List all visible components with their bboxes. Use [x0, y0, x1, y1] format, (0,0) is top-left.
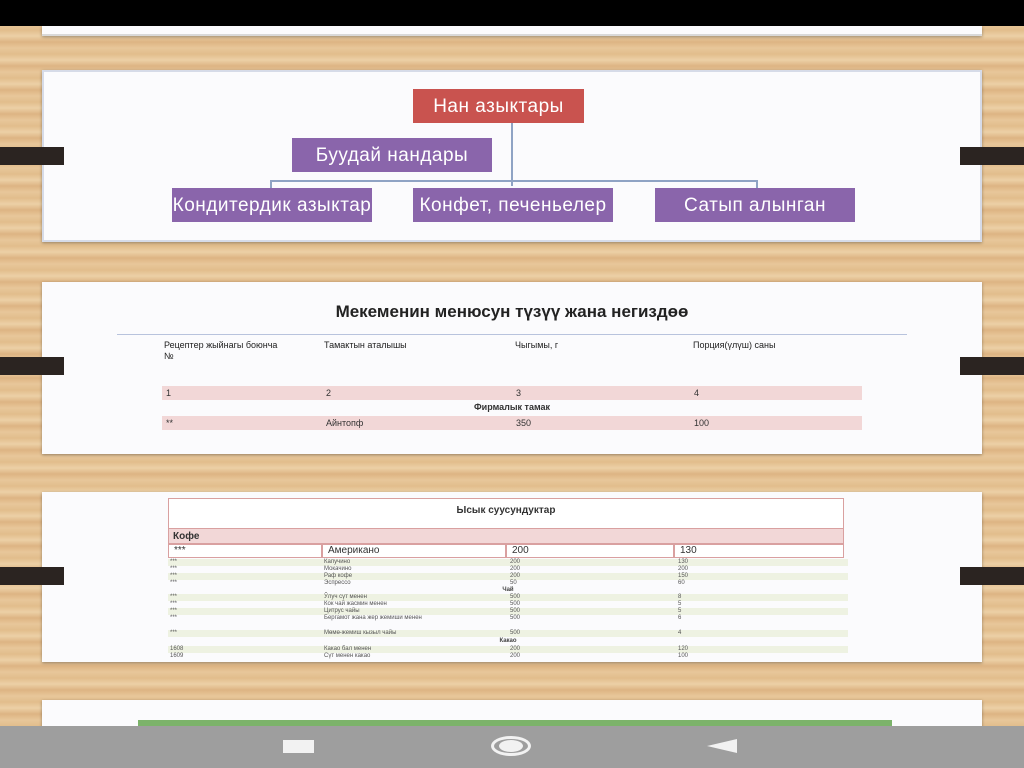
table-row [168, 646, 848, 653]
table-cell: 500 [510, 615, 521, 621]
column-header: Порция(үлүш) саны [693, 340, 776, 350]
table-cell: 1608 [170, 646, 184, 652]
table-row [168, 630, 848, 637]
slide-card-drinks[interactable] [42, 492, 982, 662]
table-cell: Айнтопф [326, 418, 364, 428]
table-row [168, 615, 848, 622]
table-cell: Мокачино [324, 566, 352, 572]
binder-clip [0, 357, 64, 375]
table-cell: 100 [678, 653, 689, 659]
table-row [162, 386, 862, 400]
connector-line [270, 180, 758, 182]
table-cell: *** [168, 544, 322, 558]
table-cell: *** [170, 559, 178, 565]
section-label: Чай [502, 587, 514, 593]
table-cell: *** [170, 594, 178, 600]
section-label: Фирмалык тамак [473, 402, 550, 412]
table-cell: 200 [510, 646, 521, 652]
connector-line [756, 180, 758, 188]
table-cell: Цитрус чайы [324, 608, 360, 614]
navigation-bar [0, 726, 1024, 768]
divider [117, 334, 907, 335]
table-cell: 4 [678, 630, 682, 636]
table-row [168, 653, 848, 660]
table-row [168, 566, 848, 573]
table-cell: 5 [678, 608, 682, 614]
table-row [168, 601, 848, 608]
org-root-box: Нан азыктары [413, 89, 584, 123]
table-cell: ** [166, 418, 174, 428]
column-header: Тамактын аталышы [324, 340, 407, 350]
table-cell: 2 [326, 388, 332, 398]
table-cell: 200 [510, 559, 521, 565]
binder-clip [960, 357, 1024, 375]
table-cell: 500 [510, 608, 521, 614]
org-leaf-box: Сатып алынган [655, 188, 855, 222]
table-cell: 200 [506, 544, 674, 558]
table-cell: 500 [510, 601, 521, 607]
slide-title: Мекеменин менюсун түзүү жана негиздөө [335, 302, 689, 321]
table-row [168, 559, 848, 566]
table-cell: Кок чай жасмин менен [324, 601, 387, 607]
table-cell: 60 [678, 580, 685, 586]
table-cell: Какао бал менен [324, 646, 372, 652]
table-cell: 3 [516, 388, 522, 398]
table-cell: Раф кофе [324, 573, 353, 579]
table-cell: Ўлуч сүт менен [324, 594, 367, 600]
table-row [168, 573, 848, 580]
table-cell: 1609 [170, 653, 184, 659]
table-cell: Капучино [324, 559, 351, 565]
table-cell: 200 [510, 653, 521, 659]
binder-clip [0, 147, 64, 165]
table-row [168, 594, 848, 601]
binder-clip [960, 147, 1024, 165]
slide-card-org-chart[interactable] [42, 70, 982, 242]
table-cell: 130 [674, 544, 844, 558]
table-cell: Американо [322, 544, 506, 558]
table-cell: Бергамот жана жер жемиши менен [324, 615, 422, 621]
table-cell: 150 [678, 573, 689, 579]
table-row [168, 580, 848, 587]
table-row [162, 416, 862, 430]
column-header: Рецептер жыйнагы боюнча № [164, 340, 278, 361]
table-cell: 130 [678, 559, 689, 565]
table-cell: Сүт менен какао [324, 653, 371, 659]
circle-icon[interactable] [499, 740, 523, 752]
table-cell: 8 [678, 594, 682, 600]
square-icon[interactable] [283, 740, 314, 753]
table-cell: 4 [694, 388, 700, 398]
table-cell: *** [170, 580, 178, 586]
table-title: Ысык суусундуктар [456, 505, 556, 516]
binder-clip [960, 567, 1024, 585]
connector-line [270, 180, 272, 188]
table-cell: *** [170, 566, 178, 572]
group-label: Кофе [173, 531, 200, 542]
table-cell: 200 [510, 566, 521, 572]
table-cell: *** [170, 630, 178, 636]
table-cell: *** [170, 615, 178, 621]
triangle-icon[interactable] [707, 739, 737, 753]
slide-card-previous[interactable] [42, 26, 982, 36]
org-leaf-box: Кондитердик азыктар [172, 188, 372, 222]
table-cell: 1 [166, 388, 172, 398]
connector-line [511, 122, 513, 186]
org-branch-box: Буудай нандары [292, 138, 492, 172]
table-cell: 120 [678, 646, 689, 652]
table-cell: *** [170, 573, 178, 579]
section-label: Какао [499, 638, 517, 644]
status-bar [0, 0, 1024, 26]
org-leaf-box: Конфет, печеньелер [413, 188, 613, 222]
table-cell: 500 [510, 594, 521, 600]
table-cell: Эспрессо [324, 580, 351, 586]
group-header [168, 528, 844, 544]
slide-card-menu[interactable] [42, 282, 982, 454]
table-cell: 6 [678, 615, 682, 621]
table-cell: 5 [678, 601, 682, 607]
table-cell: *** [170, 608, 178, 614]
column-header: Чыгымы, г [515, 340, 559, 350]
table-cell: 100 [694, 418, 710, 428]
table-cell: 500 [510, 630, 521, 636]
table-cell: 200 [678, 566, 689, 572]
table-cell: *** [170, 601, 178, 607]
table-cell: 350 [516, 418, 532, 428]
table-cell: 200 [510, 573, 521, 579]
binder-clip [0, 567, 64, 585]
table-row [168, 608, 848, 615]
table-cell: Мөмө-жемиш кызыл чайы [324, 630, 397, 636]
table-cell: 50 [510, 580, 517, 586]
